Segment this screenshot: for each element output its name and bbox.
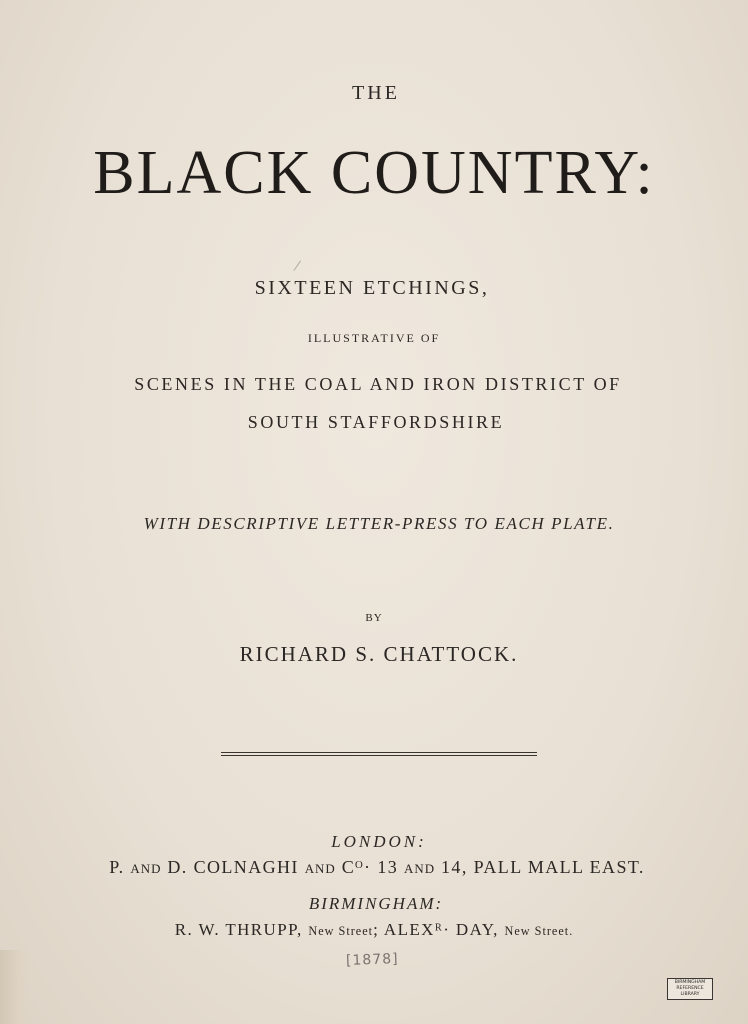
colnaghi-and-3: AND — [404, 861, 436, 876]
double-rule-bottom — [221, 755, 537, 756]
author-name: RICHARD S. CHATTOCK. — [239, 642, 519, 666]
book-subtitle: SIXTEEN ETCHINGS, — [254, 277, 490, 299]
colnaghi-street: PALL MALL EAST. — [473, 857, 645, 877]
imprint-london: LONDON: — [331, 832, 427, 851]
handwritten-year: [1878] — [345, 951, 399, 969]
colnaghi-co: Cᴼ· — [341, 857, 372, 877]
double-rule-top — [221, 752, 537, 753]
thrupp-separator: ; — [373, 920, 380, 939]
stamp-line-3: LIBRARY — [680, 992, 700, 998]
title-article: THE — [352, 82, 400, 104]
thrupp-alex-day: ALEXᴿ· DAY, — [383, 920, 499, 939]
imprint-thrupp — [0, 920, 748, 940]
imprint-colnaghi — [3, 857, 748, 878]
thrupp-name: R. W. THRUPP, — [174, 920, 303, 939]
thrupp-new-street-1: New Street — [308, 924, 374, 938]
page-edge-stain — [0, 950, 28, 1024]
colnaghi-and-1: AND — [130, 861, 162, 876]
descriptive-note: WITH DESCRIPTIVE LETTER-PRESS TO EACH PLATE. — [143, 514, 615, 533]
library-stamp — [667, 978, 713, 1000]
colnaghi-and-2: AND — [304, 861, 336, 876]
pencil-tick-mark — [293, 261, 307, 276]
colnaghi-p: P. — [109, 857, 125, 877]
book-title: BLACK COUNTRY: — [93, 139, 655, 207]
stamp-line-2: REFERENCE — [676, 986, 704, 992]
by-label: BY — [365, 612, 383, 624]
colnaghi-d: D. COLNAGHI — [167, 857, 299, 877]
imprint-birmingham: BIRMINGHAM: — [308, 894, 444, 913]
county-line: SOUTH STAFFORDSHIRE — [247, 412, 505, 432]
scenes-line: SCENES IN THE COAL AND IRON DISTRICT OF — [134, 374, 622, 394]
stamp-line-1: BIRMINGHAM — [674, 980, 706, 985]
thrupp-new-street-2: New Street. — [504, 924, 574, 938]
colnaghi-number-14: 14, — [441, 857, 468, 877]
colnaghi-number-13: 13 — [377, 857, 399, 877]
illustrative-of: ILLUSTRATIVE OF — [307, 331, 441, 345]
